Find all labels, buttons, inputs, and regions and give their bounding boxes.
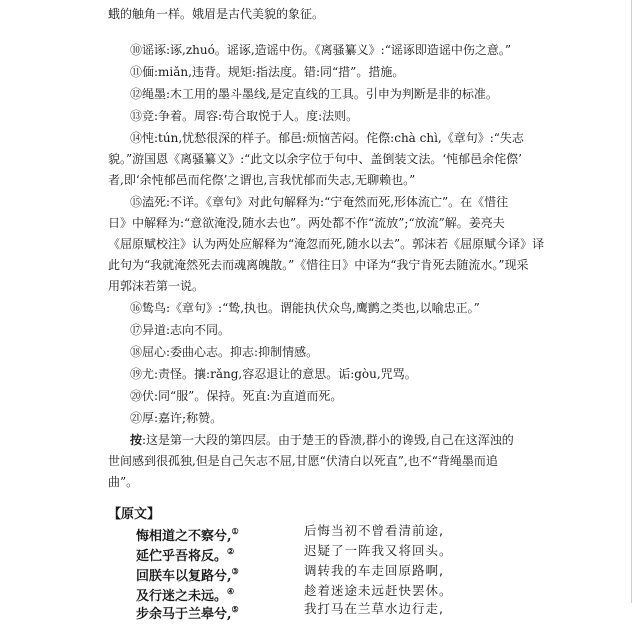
poem-translation: 迟疑了一阵我又将回头。 [304,543,453,558]
note-15-cont: 日》中解释为:“意欲淹没,随水去也”。两处都不作“流放”;“放流”解。姜亮夫 [108,216,505,230]
note-20: ⑳伏:同“服”。保持。死直:为直道而死。 [130,389,343,403]
poem-original: 步余马于兰皋兮,⑤ [136,604,239,622]
note-12: ⑫绳墨:木工用的墨斗墨线,是定直线的工具。引申为判断是非的标准。 [130,87,498,101]
poem-translation: 趁着迷途未远赶快罢休。 [304,583,453,598]
note-16: ⑯鸷鸟:《章句》:“鸷,执也。谓能执伏众鸟,鹰鹯之类也,以喻忠正。” [130,301,480,315]
note-13: ⑬竞:争着。周容:苟合取悦于人。度:法则。 [130,109,359,123]
commentary-text: :这是第一大段的第四层。由于楚王的昏溃,群小的谗毁,自己在这浑浊的 [142,433,514,447]
note-18: ⑱屈心:委曲心志。抑志:抑制情感。 [130,345,319,359]
poem-translation: 我打马在兰草水边行走, [304,601,444,616]
poem-original: 悔相道之不察兮,① [136,526,239,544]
note-10: ⑩谣诼:诼,zhuó。谣诼,造谣中伤。《离骚纂义》:“谣诼即造谣中伤之意。” [130,43,511,57]
commentary-label: 按 [130,433,143,447]
commentary-line [130,432,514,448]
poem-original: 延伫乎吾将反。② [136,546,235,564]
note-14: ⑭忳:tún,忧愁很深的样子。郁邑:烦恼苦闷。侘傺:chà chì,《章句》:“失志 [130,131,524,145]
note-14-cont: 貌。”游国恩《离骚纂义》:“此文以余字位于句中、盖倒装文法。‘忳郁邑余侘傺’ [108,152,522,166]
note-17: ⑰异道:志向不同。 [130,323,231,337]
note-line: 蛾的触角一样。娥眉是古代美貌的象征。 [108,7,325,21]
poem-original: 回朕车以复路兮,③ [136,566,239,584]
poem-translation: 调转我的车走回原路啊, [304,563,444,578]
note-11: ⑪偭:miǎn,违背。规矩:指法度。错:同“措”。措施。 [130,65,405,79]
poem-translation: 后悔当初不曾看清前途, [304,523,444,538]
note-15-cont: 用郭沫若第一说。 [108,279,205,293]
commentary-line: 曲”。 [108,475,139,489]
note-15: ⑮溘死:不详。《章句》对此句解释为:“宁奄然而死,形体流亡”。在《惜往 [130,195,509,209]
note-14-cont: 者,即‘余忳郁邑而侘傺’之谓也,言我忧郁而失志,无聊赖也。” [108,173,416,187]
commentary-line: 世间感到很孤独,但是自己矢志不屈,甘愿“伏清白以死直”,也不“背绳墨而追 [108,454,498,468]
note-21: ㉑厚:嘉许;称赞。 [130,411,223,425]
section-title: 【原文】 [108,507,161,522]
note-15-cont: 此句为“我就淹然死去而魂离魄散。”《惜往日》中译为“我宁肯死去随流水。”现采 [108,258,529,272]
poem-original: 及行迷之未远。④ [136,586,235,604]
note-19: ⑲尤:责怪。攘:rǎng,容忍退让的意思。诟:gòu,咒骂。 [130,367,417,381]
note-15-cont: 《屈原赋校注》认为两处应解释为“淹忽而死,随水以去”。郭沫若《屈原赋今译》译 [108,237,545,251]
